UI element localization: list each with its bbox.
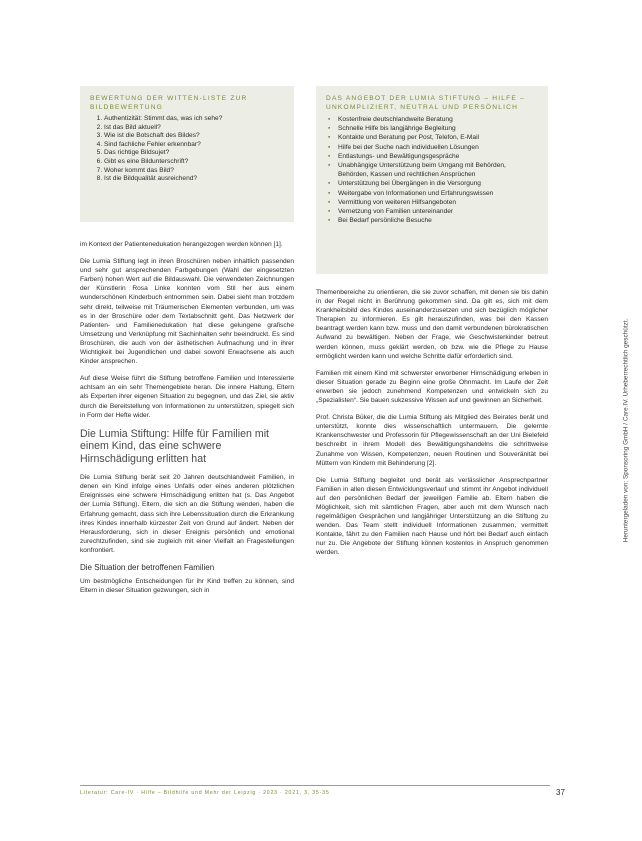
right-column [316, 288, 548, 566]
info-box-angebot [316, 86, 548, 274]
vertical-copyright-note: Heruntergeladen von: Sponsoring GmbH / Care.IV. Urheberrechtlich geschützt. [622, 318, 630, 543]
page-number: 37 [556, 788, 565, 797]
list-item: 7. Woher kommt das Bild? [104, 167, 284, 176]
paragraph: Die Lumia Stiftung berät seit 20 Jahren deutschlandweit Familien, in denen ein Kind infolge eines Unfalls oder eines anderen plötzlichen Ereignisses eine schwere Hirnschädigung erlitten hat (s. Das Angebot der Lumia Stiftung). Eltern, die sich an die Stiftung wenden, haben die Erfahrung gemacht, dass sich ihre Lebenssituation durch die Erkrankung ihres Kindes innerhalb kürzester Zeit von Grund auf ändert. Neben der Herausforderung, sich in dieser Ereignis persönlich und emotional zurechtzufinden, sind sie zugleich mit einer Vielfalt an Fragestellungen konfrontiert. [80, 474, 294, 554]
list-item: ▪ Entlastungs- und Bewältigungsgespräche [338, 152, 538, 161]
bildbewertung-list [90, 115, 284, 184]
paragraph: im Kontext der Patientenedukation herangezogen werden können [1]. [80, 241, 283, 248]
box-title: DAS ANGEBOT DER LUMIA STIFTUNG – HILFE – UNKOMPLIZIERT, NEUTRAL UND PERSÖNLICH [326, 95, 525, 111]
list-item: ▪ Unterstützung bei Übergängen in die Versorgung [338, 179, 538, 188]
list-item: ▪ Schnelle Hilfe bis langjährige Begleitung [338, 124, 538, 133]
list-item: ▪ Kontakte und Beratung per Post, Telefon, E-Mail [338, 133, 538, 142]
paragraph: Familien mit einem Kind mit schwerster erworbener Hirnschädigung erleben in dieser Situation gerade zu Beginn eine große Ohnmacht. Im Laufe der Zeit erwerben sie jedoch zunehmend Kompetenzen und entwickeln sich zu „Spezialisten“. Sie bauen sukzessive Wissen auf und gewinnen an Sicherheit. [316, 369, 548, 405]
list-item: 1. Authentizität: Stimmt das, was ich sehe? [104, 115, 284, 124]
list-item: 2. Ist das Bild aktuell? [104, 124, 284, 133]
paragraph: Die Lumia Stiftung begleitet und berät als verlässlicher Ansprechpartner Familien in allen diesen Entwicklungsverlauf und stimmt ihr Angebot individuell auf den persönlichen Bedarf der jeweiligen Familie ab. Eltern haben die Möglichkeit, sich mit sämtlichen Fragen, aber auch mit dem Wunsch nach regelmäßigen Gesprächen und langjähriger Unterstützung an die Stiftung zu wenden. Das Team stellt individuell Informationen zusammen, vermittelt Kontakte, fährt zu den Familien nach Hause und hört bei Bedarf auch einfach nur zu. Die Angebote der Stiftung können kostenlos in Anspruch genommen werden. [316, 476, 548, 557]
section-heading: Die Lumia Stiftung: Hilfe für Familien mit einem Kind, das eine schwere Hirnschädigung erlitten hat [80, 427, 269, 465]
list-item: 3. Wie ist die Botschaft des Bildes? [104, 132, 284, 141]
list-item: 5. Das richtige Bildsujet? [104, 149, 284, 158]
list-item: 6. Gibt es eine Bildunterschrift? [104, 158, 284, 167]
list-item: ▪ Kostenfreie deutschlandweite Beratung [338, 115, 538, 124]
list-item: 4. Sind fachliche Fehler erkennbar? [104, 141, 284, 150]
footer-citation: Literatur: Care-IV · Hilfe – Bildhilfe und Mehr der Leipzig · 2023 · 2021, 3, 35-35 [80, 790, 330, 796]
left-column [80, 240, 294, 603]
list-item: ▪ Vermittlung von weiteren Hilfsangeboten [338, 198, 538, 207]
paragraph: Prof. Christa Büker, die die Lumia Stiftung als Mitglied des Beirates berät und unterstützt, konnte dies wissenschaftlich untermauern. Die gelernte Krankenschwester und Professorin für Pflegewissenschaft an der Uni Bielefeld beschreibt in ihrem Modell des Bewältigungshandelns die schrittweise Zunahme von Wissen, Kompetenzen, neuen Routinen und Souveränität bei Müttern von Kindern mit Behinderung [2]. [316, 414, 548, 467]
angebot-list [326, 115, 538, 225]
paragraph: Auf diese Weise führt die Stiftung betroffene Familien und Interessierte achtsam an ein sehr Themengebiete heran. Die innere Haltung, Eltern als Experten ihrer eigenen Situation zu begegnen, und das Ziel, sie aktiv durch die Bereitstellung von Informationen zu unterstützen, spiegelt sich in Form der Hefte wider. [80, 375, 294, 419]
list-item: 8. Ist die Bildqualität ausreichend? [104, 175, 284, 184]
info-box-bildbewertung [80, 86, 294, 222]
list-item: ▪ Weitergabe von Informationen und Erfahrungswissen [338, 189, 538, 198]
paragraph: Themenbereiche zu orientieren, die sie zuvor schaffen, mit denen sie bis dahin in der Regel nicht in Berührung gekommen sind. Da gilt es, sich mit dem Krankheitsbild des Kindes auseinanderzusetzen und sich bezüglich möglicher Therapien zu informieren. Es gilt herauszufinden, was bei den Kassen beantragt werden kann bzw. muss und den damit verbundenen bürokratischen Aufwand zu bewältigen. Neben der Frage, wie Geschwisterkinder betreut werden können, muss geklärt werden, ob bzw. wie die Pflege zu Hause ermöglicht werden kann und welche Schritte dafür erforderlich sind. [316, 289, 548, 360]
paragraph: Um bestmögliche Entscheidungen für ihr Kind treffen zu können, sind Eltern in dieser Situation gezwungen, sich in [80, 578, 294, 595]
subsection-heading: Die Situation der betroffenen Familien [80, 563, 215, 573]
paragraph: Die Lumia Stiftung legt in ihren Broschüren neben inhaltlich passenden und sehr gut ansprechenden Farbgebungen (Wahl der eingesetzten Farben) hohen Wert auf die Bildauswahl. Die verwendeten Zeichnungen der Künstlerin Rosa Linke konnten vom Stil her aus einem wunderschönen Kinderbuch entnommen sein. Dabei sieht man trotzdem sehr direkt, teilweise mit Träumerischen Elementen verbunden, um was es in der Broschüre oder dem Textabschnitt geht. Das Netzwerk der Patienten- und Familienedukation hat diese gelungene grafische Umsetzung und Verknüpfung mit Sachinhalten sehr beeindruckt. Es sind Broschüren, die auch von der ästhetischen Aufmachung und in ihrer Wichtigkeit bei Jugendlichen und dabei sowohl Erwachsene als auch Kinder ansprechen. [80, 258, 294, 366]
list-item: ▪ Vernetzung von Familien untereinander [338, 207, 538, 216]
footer-rule [80, 785, 550, 786]
list-item: ▪ Hilfe bei der Suche nach individuellen Lösungen [338, 143, 538, 152]
list-item: ▪ Bei Bedarf persönliche Besuche [338, 216, 538, 225]
box-title: BEWERTUNG DER WITTEN-LISTE ZUR BILDBEWERTUNG [90, 95, 248, 111]
list-item: ▪ Unabhängige Unterstützung beim Umgang mit Behörden, Behörden, Kassen und rechtlichen Ansprüchen [338, 161, 538, 179]
